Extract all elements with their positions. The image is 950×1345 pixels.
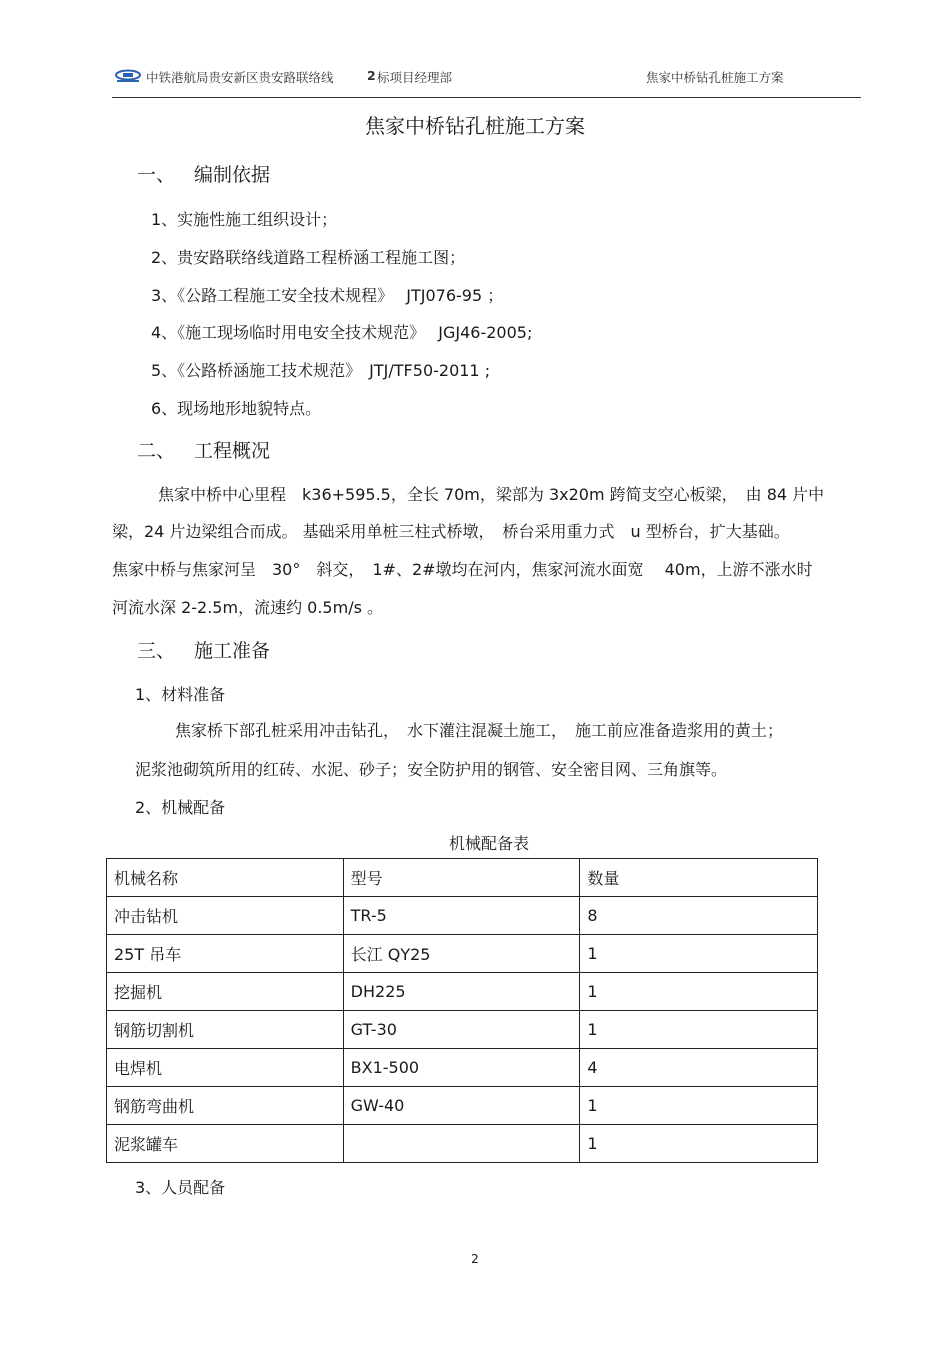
materials-heading: 1、材料准备: [135, 685, 226, 704]
section-3-title: 施工准备: [194, 640, 271, 662]
section-1-title: 编制依据: [194, 164, 271, 186]
table-cell: 8: [580, 897, 818, 935]
table-cell: BX1-500: [343, 1049, 580, 1087]
table-cell: 泥浆罐车: [107, 1125, 344, 1163]
table-row: [107, 1049, 818, 1087]
section-3-number: 三、: [137, 640, 176, 662]
table-row: [107, 935, 818, 973]
table-header-row: [107, 859, 818, 897]
overview-line-3: 焦家中桥与焦家河呈 30° 斜交， 1#、2#墩均在河内，焦家河流水面宽 40m，上游不涨水时: [112, 560, 813, 579]
table-cell: 1: [580, 973, 818, 1011]
basis-item-2: 2、贵安路联络线道路工程桥涵工程施工图；: [151, 248, 466, 267]
overview-line-4: 河流水深 2-2.5m，流速约 0.5m/s 。: [112, 598, 384, 617]
table-row: [107, 1125, 818, 1163]
header-dept-number: 2: [367, 68, 376, 83]
table-cell: 长江 QY25: [343, 935, 580, 973]
table-row: [107, 897, 818, 935]
table-cell: 挖掘机: [107, 973, 344, 1011]
materials-line-2: 泥浆池砌筑所用的红砖、水泥、砂子；安全防护用的钢管、安全密目网、三角旗等。: [135, 760, 728, 779]
machines-heading: 2、机械配备: [135, 798, 226, 817]
table-header-cell: 机械名称: [107, 859, 344, 897]
table-cell: [343, 1125, 580, 1163]
table-header-cell: 数量: [580, 859, 818, 897]
table-cell: 电焊机: [107, 1049, 344, 1087]
basis-item-6: 6、现场地形地貌特点。: [151, 399, 322, 418]
table-cell: 1: [580, 935, 818, 973]
page-number: 2: [471, 1252, 479, 1266]
basis-item-1: 1、实施性施工组织设计；: [151, 210, 338, 229]
header-company: 中铁港航局贵安新区贵安路联络线: [146, 70, 334, 85]
machine-table: [106, 858, 818, 1163]
table-cell: DH225: [343, 973, 580, 1011]
table-cell: 钢筋切割机: [107, 1011, 344, 1049]
section-1-number: 一、: [137, 164, 176, 186]
table-cell: TR-5: [343, 897, 580, 935]
section-2-title: 工程概况: [194, 440, 271, 462]
table-cell: 1: [580, 1087, 818, 1125]
table-cell: 4: [580, 1049, 818, 1087]
table-row: [107, 1087, 818, 1125]
section-2-number: 二、: [137, 440, 176, 462]
table-cell: 1: [580, 1125, 818, 1163]
basis-item-4: 4、《施工现场临时用电安全技术规范》 JGJ46-2005;: [151, 323, 533, 342]
basis-item-3: 3、《公路工程施工安全技术规程》 JTJ076-95 ；: [151, 286, 504, 305]
header-divider: [112, 97, 861, 98]
header-doc-title: 焦家中桥钻孔桩施工方案: [646, 70, 784, 85]
personnel-heading: 3、人员配备: [135, 1178, 226, 1197]
materials-line-1: 焦家桥下部孔桩采用冲击钻孔， 水下灌注混凝土施工， 施工前应准备造浆用的黄土；: [175, 721, 784, 740]
table-row: [107, 1011, 818, 1049]
header-dept: 标项目经理部: [377, 70, 453, 85]
table-cell: GW-40: [343, 1087, 580, 1125]
company-logo-icon: [114, 68, 142, 82]
table-cell: 冲击钻机: [107, 897, 344, 935]
table-caption: 机械配备表: [449, 834, 530, 853]
table-cell: 1: [580, 1011, 818, 1049]
page-title: 焦家中桥钻孔桩施工方案: [365, 114, 585, 138]
table-row: [107, 973, 818, 1011]
basis-item-5: 5、《公路桥涵施工技术规范》 JTJ/TF50-2011 ;: [151, 361, 491, 380]
overview-line-2: 梁，24 片边梁组合而成。 基础采用单桩三柱式桥墩， 桥台采用重力式 u 型桥台，扩大基础。: [112, 522, 790, 541]
table-header-cell: 型号: [343, 859, 580, 897]
table-cell: 25T 吊车: [107, 935, 344, 973]
overview-line-1: 焦家中桥中心里程 k36+595.5，全长 70m，梁部为 3x20m 跨简支空心板梁， 由 84 片中: [158, 485, 825, 504]
table-cell: 钢筋弯曲机: [107, 1087, 344, 1125]
table-cell: GT-30: [343, 1011, 580, 1049]
